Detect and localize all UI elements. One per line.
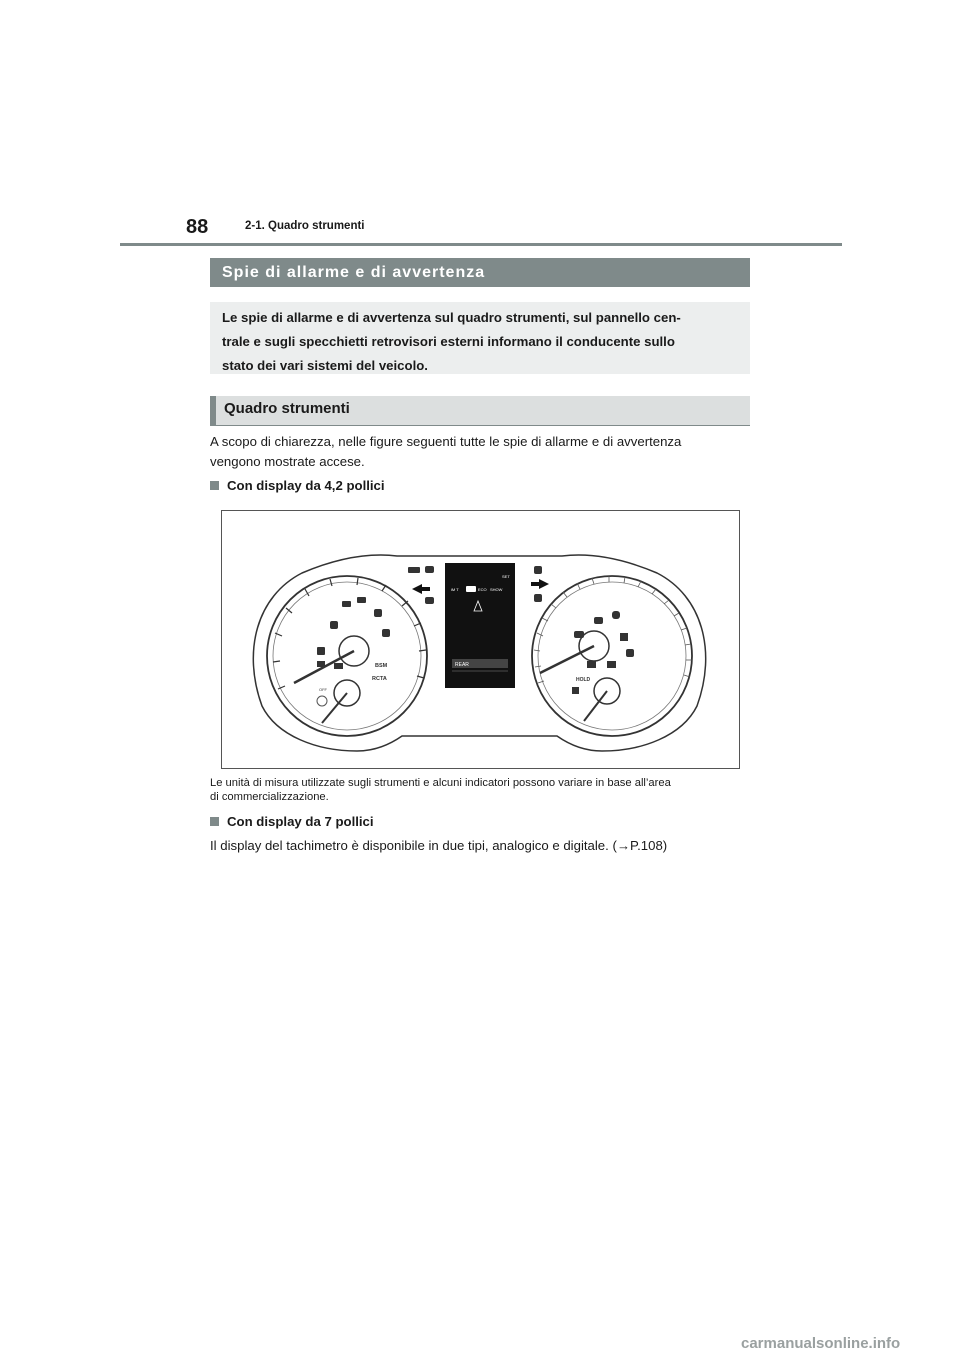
bsm-label: BSM bbox=[375, 663, 388, 669]
odometer-knob-icon bbox=[317, 696, 327, 706]
right-turn-signal-icon bbox=[531, 579, 549, 589]
imt-label: iM T bbox=[451, 587, 459, 592]
caption-line: di commercializzazione. bbox=[210, 791, 329, 803]
caption-line: Le unità di misura utilizzate sugli strumenti e alcuni indicatori possono variare in base all’area bbox=[210, 777, 671, 789]
watermark: carmanualsonline.info bbox=[741, 1335, 901, 1352]
show-label: SHOW bbox=[490, 587, 503, 592]
body-line: A scopo di chiarezza, nelle figure seguenti tutte le spie di allarme e di avvertenza bbox=[210, 434, 682, 449]
figure-caption bbox=[210, 776, 750, 804]
rear-label: REAR bbox=[455, 662, 469, 668]
bullet-square-icon bbox=[210, 481, 219, 490]
page-reference-link[interactable]: P.108) bbox=[630, 838, 668, 853]
right-gauge-ring bbox=[532, 576, 692, 736]
right-gauge-inner bbox=[538, 582, 686, 730]
bullet-heading-42 bbox=[210, 477, 385, 495]
page-title: Spie di allarme e di avvertenza bbox=[210, 258, 750, 287]
left-turn-signal-icon bbox=[412, 584, 430, 594]
intro-line: stato dei vari sistemi del veicolo. bbox=[222, 358, 428, 373]
eco-label: ECO bbox=[478, 587, 487, 592]
header-rule bbox=[120, 243, 842, 246]
section-label: 2-1. Quadro strumenti bbox=[245, 220, 365, 232]
arrow-icon: → bbox=[616, 838, 631, 853]
intro-box bbox=[210, 302, 750, 374]
rcta-label: RCTA bbox=[372, 676, 387, 682]
bullet-text: Con display da 7 pollici bbox=[227, 814, 374, 829]
bullet-square-icon bbox=[210, 817, 219, 826]
hold-label: HOLD bbox=[576, 677, 591, 683]
cluster-illustration bbox=[222, 511, 739, 768]
bullet-heading-7 bbox=[210, 813, 374, 831]
subheading-rule bbox=[210, 425, 750, 426]
body-line: vengono mostrate accese. bbox=[210, 454, 365, 469]
set-label: SET bbox=[502, 574, 510, 579]
eco-indicator bbox=[466, 586, 476, 592]
instrument-cluster-figure bbox=[221, 510, 740, 769]
bullet-text: Con display da 4,2 pollici bbox=[227, 478, 385, 493]
body2-text: Il display del tachimetro è disponibile in due tipi, analogico e digitale. ( bbox=[210, 838, 617, 853]
body-paragraph-2 bbox=[210, 836, 755, 856]
center-display bbox=[445, 563, 515, 688]
intro-line: trale e sugli specchietti retrovisori esterni informano il conducente sullo bbox=[222, 334, 675, 349]
body-paragraph bbox=[210, 432, 755, 472]
off-label: OFF bbox=[319, 687, 327, 692]
intro-line: Le spie di allarme e di avvertenza sul quadro strumenti, sul pannello cen- bbox=[222, 310, 681, 325]
page-number: 88 bbox=[186, 216, 209, 238]
subheading: Quadro strumenti bbox=[210, 396, 750, 425]
